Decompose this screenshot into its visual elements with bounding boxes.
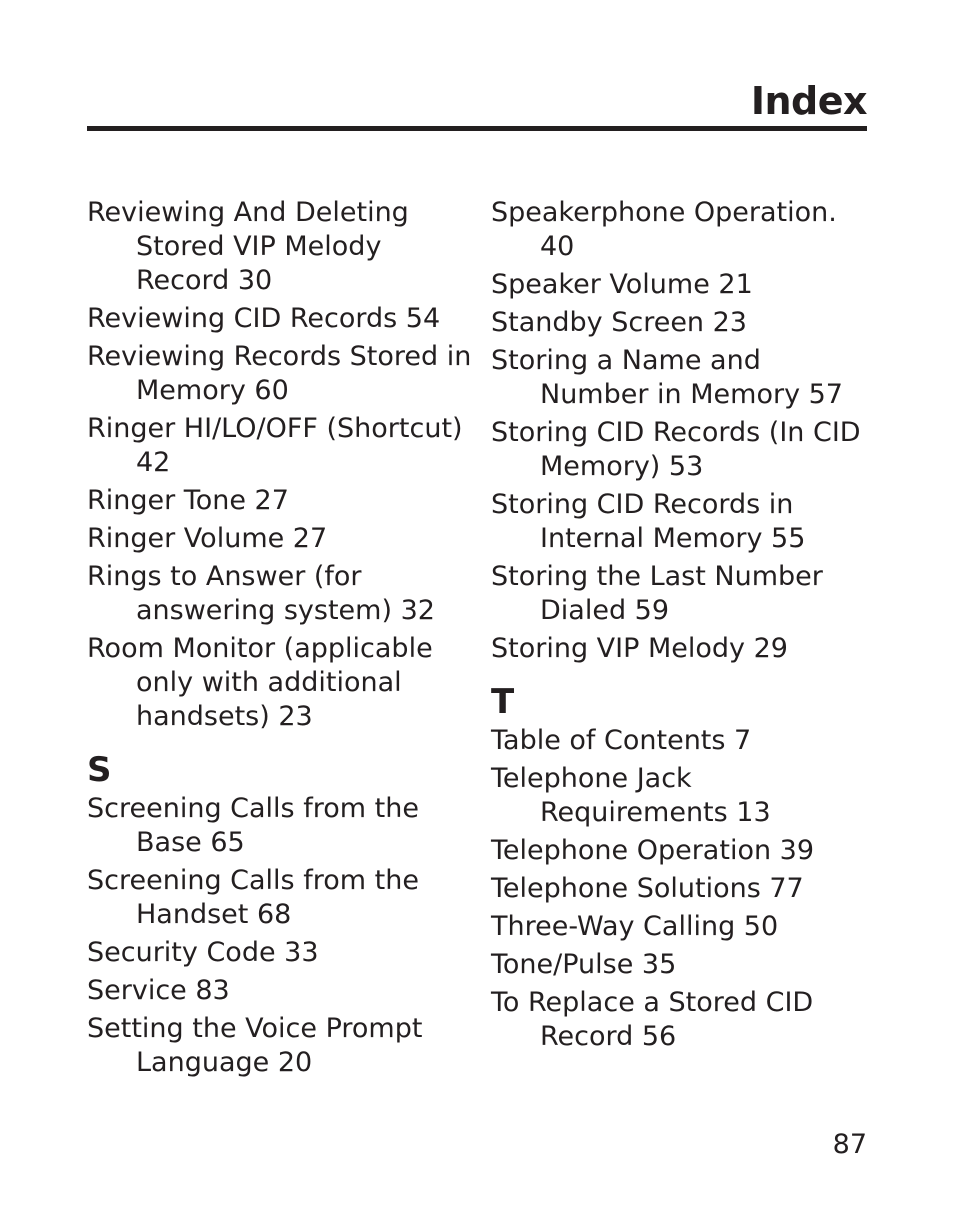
index-entry [491, 416, 871, 484]
index-entry-line: To Replace a Stored CID [491, 987, 814, 1018]
index-entry [87, 974, 467, 1008]
page-number: 87 [832, 1129, 867, 1160]
index-entry-line: Table of Contents 7 [491, 725, 752, 756]
index-entry-line: Screening Calls from the [87, 865, 419, 896]
page-title: Index [750, 79, 867, 123]
index-entry-line: Reviewing CID Records 54 [87, 303, 441, 334]
index-entry-line: Speaker Volume 21 [491, 269, 753, 300]
index-entry-line: 42 [136, 447, 171, 478]
index-entry [491, 834, 871, 868]
index-entry [491, 986, 871, 1054]
index-entry-line: Ringer HI/LO/OFF (Shortcut) [87, 413, 463, 444]
index-entry-line: only with additional [136, 667, 402, 698]
index-entry-line: Three-Way Calling 50 [491, 911, 779, 942]
index-entry [87, 484, 467, 518]
index-entry-line: Memory 60 [136, 375, 289, 406]
index-entry [491, 948, 871, 982]
index-entry [491, 196, 871, 264]
index-entry-line: Storing CID Records in [491, 489, 794, 520]
index-entry-line: Record 30 [136, 265, 273, 296]
index-entry [491, 344, 871, 412]
index-entry-line: Dialed 59 [540, 595, 670, 626]
index-entry [87, 936, 467, 970]
index-entry-line: Speakerphone Operation. [491, 197, 837, 228]
index-entry-line: Service 83 [87, 975, 230, 1006]
index-entry-line: handsets) 23 [136, 701, 313, 732]
index-entry-line: Record 56 [540, 1021, 677, 1052]
index-entry [491, 910, 871, 944]
title-rule [87, 126, 867, 131]
index-entry-line: Rings to Answer (for [87, 561, 362, 592]
index-column-right [491, 196, 871, 1058]
index-entry-line: Setting the Voice Prompt [87, 1013, 423, 1044]
index-entry-line: Storing the Last Number [491, 561, 823, 592]
index-entry [491, 560, 871, 628]
index-entry [491, 762, 871, 830]
index-entry-line: Tone/Pulse 35 [491, 949, 677, 980]
index-entry-line: Storing a Name and [491, 345, 761, 376]
index-entry-line: Screening Calls from the [87, 793, 419, 824]
index-entry [491, 306, 871, 340]
index-entry-line: Stored VIP Melody [136, 231, 382, 262]
index-entry [87, 196, 467, 298]
index-entry-line: Base 65 [136, 827, 245, 858]
index-entry [87, 1012, 467, 1080]
index-entry-line: Telephone Solutions 77 [491, 873, 804, 904]
index-entry-line: Number in Memory 57 [540, 379, 843, 410]
index-entry-line: Telephone Operation 39 [491, 835, 815, 866]
index-entry-line: Requirements 13 [540, 797, 771, 828]
index-entry-line: Reviewing Records Stored in [87, 341, 472, 372]
index-entry-line: answering system) 32 [136, 595, 435, 626]
index-entry-line: Internal Memory 55 [540, 523, 806, 554]
index-column-left [87, 196, 472, 1084]
index-entry-line: Ringer Tone 27 [87, 485, 289, 516]
index-entry-line: Reviewing And Deleting [87, 197, 409, 228]
index-entry [87, 632, 467, 734]
index-section-letter: T [491, 682, 515, 722]
index-entry [491, 724, 871, 758]
index-entry-line: 40 [540, 231, 575, 262]
index-entry [491, 632, 871, 666]
index-entry [491, 488, 871, 556]
index-entry-line: Telephone Jack [491, 763, 692, 794]
index-entry [87, 340, 472, 408]
index-section-letter: S [87, 750, 112, 790]
index-entry [87, 864, 467, 932]
index-entry-line: Memory) 53 [540, 451, 704, 482]
index-entry-line: Storing CID Records (In CID [491, 417, 861, 448]
index-entry [87, 560, 467, 628]
index-entry [491, 872, 871, 906]
index-entry [87, 302, 467, 336]
index-entry [87, 522, 467, 556]
index-entry-line: Handset 68 [136, 899, 292, 930]
index-entry-line: Language 20 [136, 1047, 313, 1078]
index-entry-line: Room Monitor (applicable [87, 633, 433, 664]
index-entry-line: Ringer Volume 27 [87, 523, 328, 554]
index-entry [87, 412, 467, 480]
index-entry [491, 268, 871, 302]
index-entry [87, 792, 467, 860]
index-entry-line: Security Code 33 [87, 937, 319, 968]
index-entry-line: Standby Screen 23 [491, 307, 747, 338]
index-entry-line: Storing VIP Melody 29 [491, 633, 788, 664]
